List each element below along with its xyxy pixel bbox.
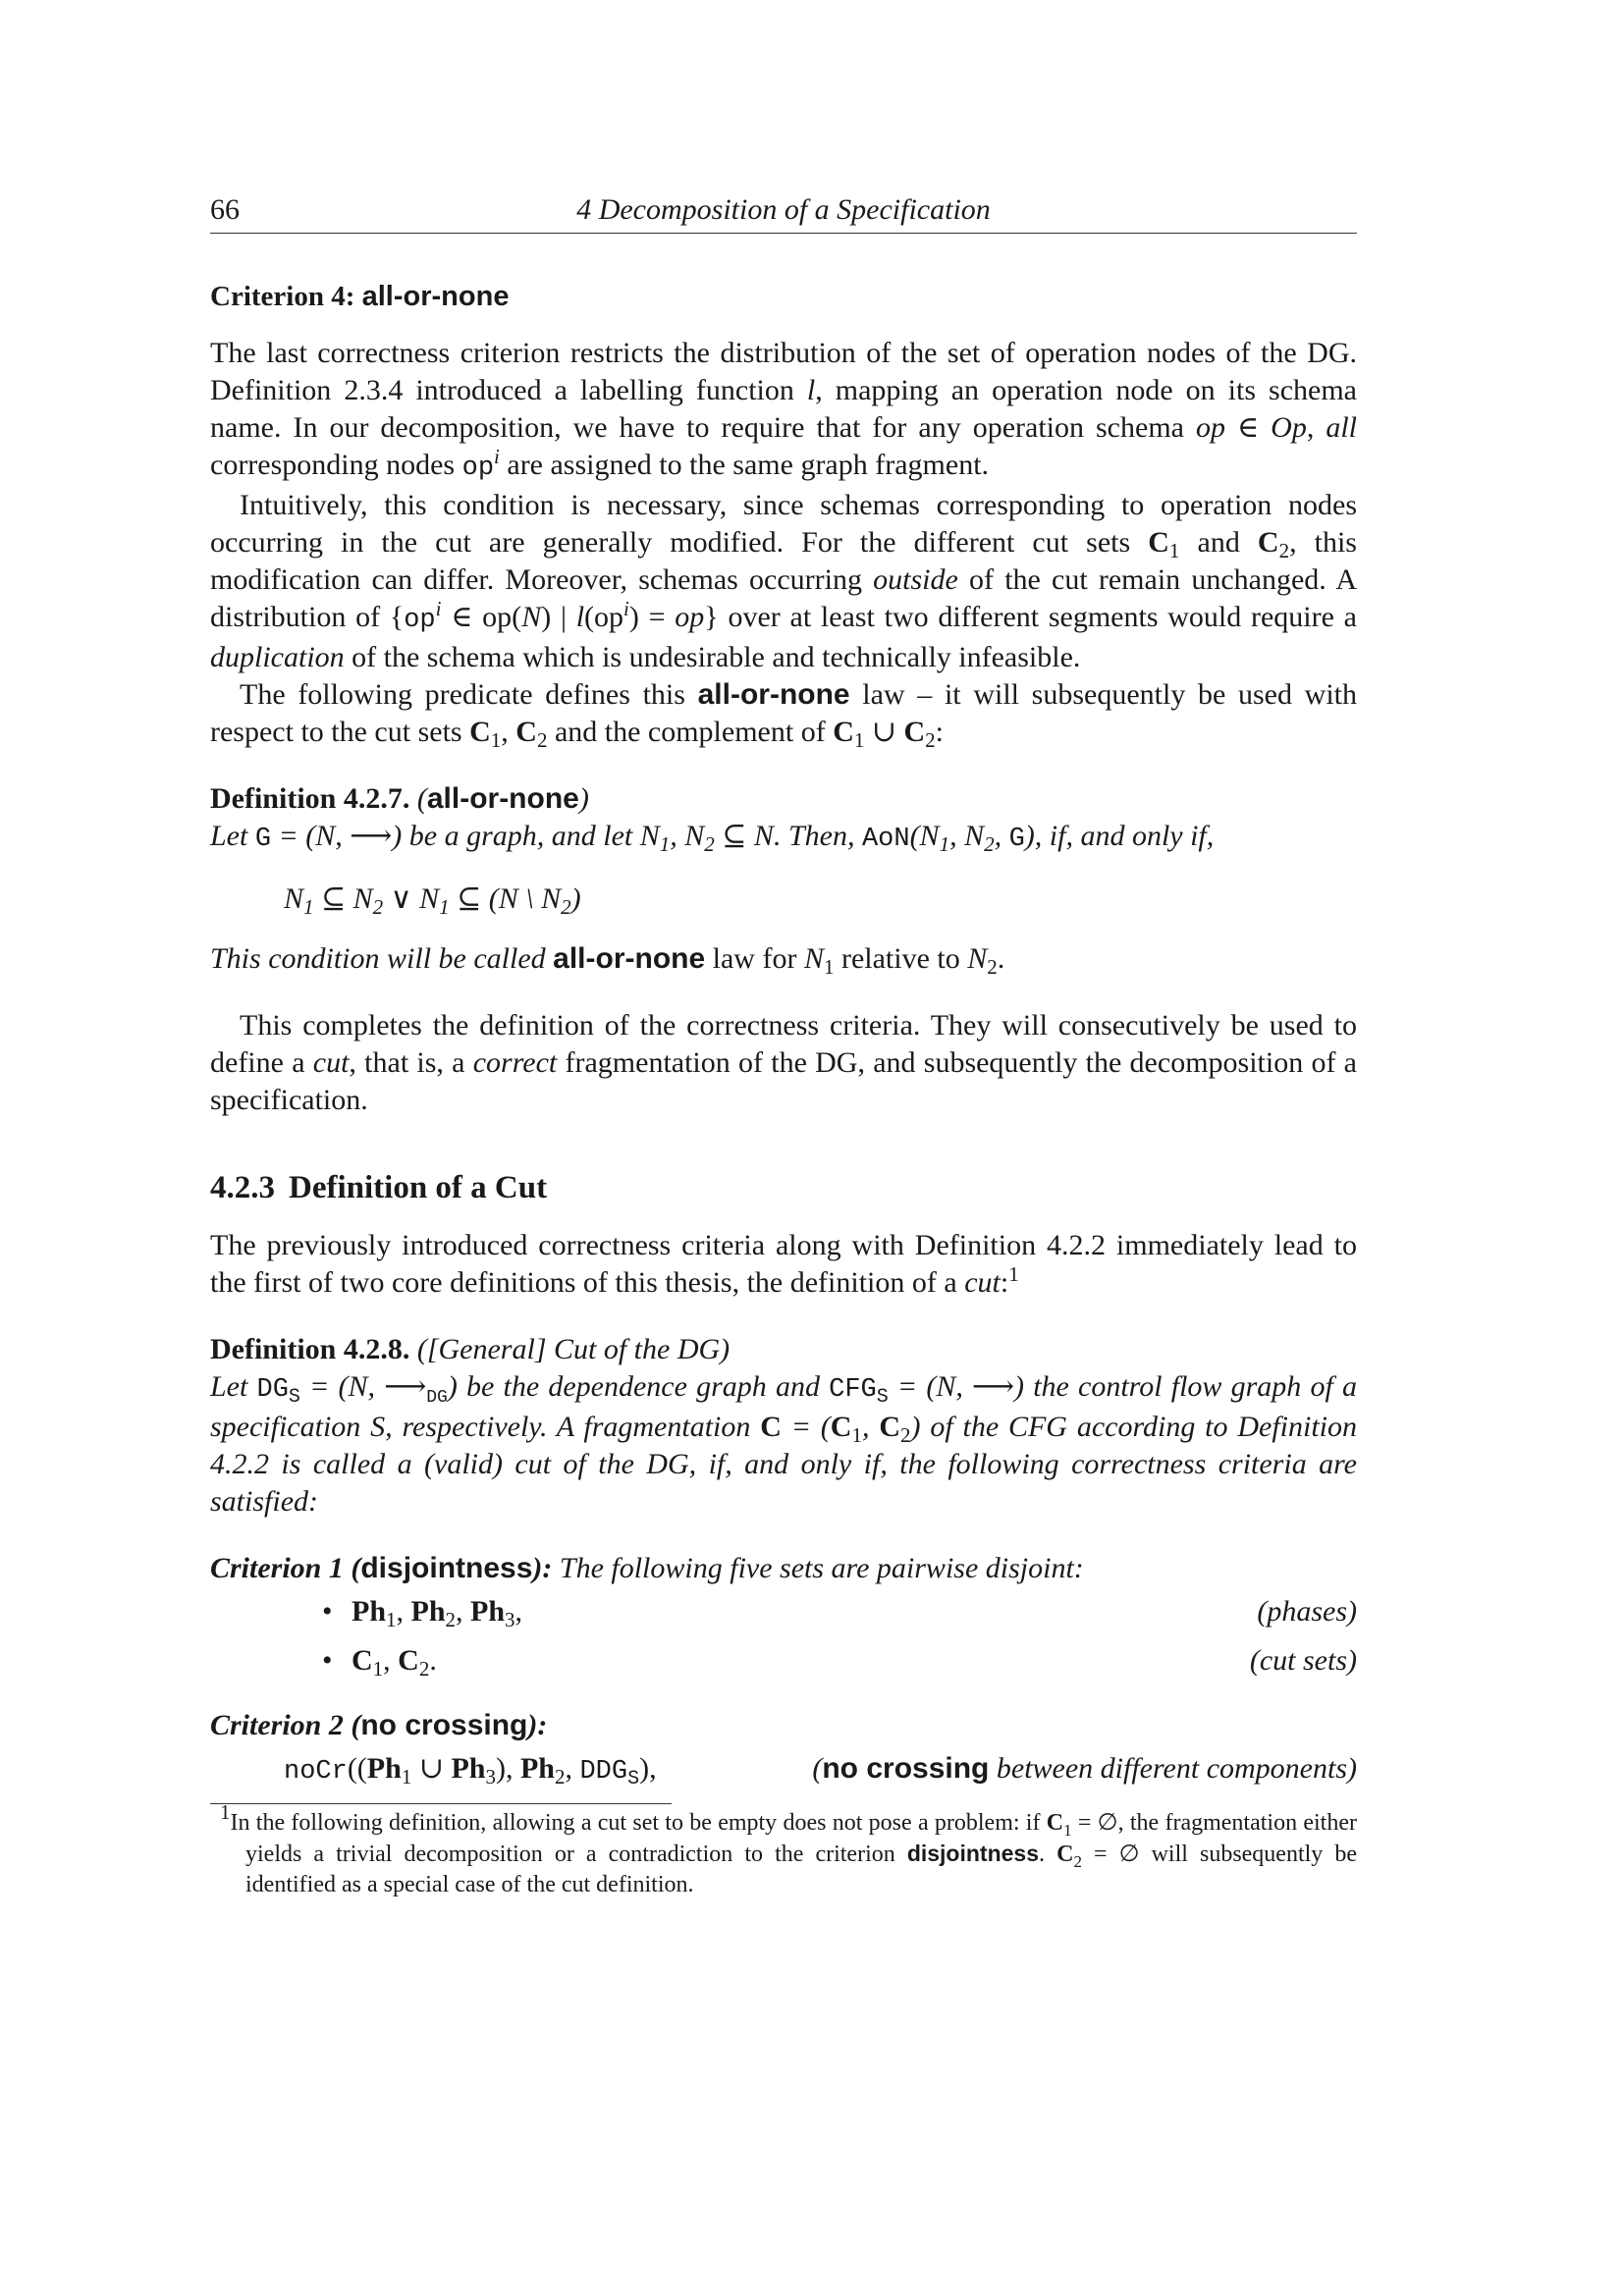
criterion-4-label: Criterion 4: [210,281,355,312]
running-head [210,191,1357,234]
aon-formula: $N_1$ ⊆ $N_2$ ∨ $N_1$ ⊆ (N \ $N_2$) [284,882,581,919]
chapter-title: 4 Decomposition of a Specification [576,193,991,226]
bullet-phases-note: (phases) [1257,1595,1357,1628]
definition-4-2-8-heading: Definition 4.2.8. ([General] Cut of the DG) [210,1333,731,1365]
definition-4-2-8 [210,1331,1357,1521]
footnote-marker: 1 [1008,1262,1019,1286]
paragraph-criterion4-intro: The last correctness criterion restricts the distribution of the set of operation nodes of the DG. Definition 2.3.4 introduced a labelling function l, mapping an operation node on its schema name. In our decomposition, we have to require that for any operation schema op ∈ Op, all corresponding nodes $op^i$ are assigned to the same graph fragment. [210,337,1358,483]
page [210,191,1357,1900]
nocr-formula-row [210,1744,1357,1793]
paragraph-completion: This completes the definition of the correctness criteria. They will consecutively be used to define a cut, that is, a correct fragmentation of the DG, and subsequently the decomposition of a specification. [210,1009,1357,1116]
criterion-4-name: all-or-none [361,281,510,312]
criterion-4-heading [210,281,1357,313]
criterion-1-heading: Criterion 1 (disjointness): The following five sets are pairwise disjoint: [210,1552,1084,1584]
footnote-rule [210,1803,672,1804]
definition-4-2-7-heading: Definition 4.2.7. (all-or-none) [210,782,589,815]
criterion-2-heading: Criterion 2 (no crossing): [210,1709,548,1741]
nocr-note: (no crossing between different components) [812,1752,1357,1785]
paragraph-cut-intro: The previously introduced correctness criteria along with Definition 4.2.2 immediately lead to the first of two core definitions of this thesis, the definition of a cut:$^1$ [210,1229,1357,1299]
bullet-cut-sets-note: (cut sets) [1249,1644,1357,1677]
paragraph-predicate: The following predicate defines this all-or-none law – it will subsequently be used with respect to the cut sets $C_1$, $C_2$ and the complement of $C_1$ ∪ $C_2$: [210,678,1357,752]
definition-4-2-7-after: This condition will be called all-or-none law for $N_1$ relative to $N_2$. [210,942,1005,979]
bullet-phases-body: $Ph_1$, $Ph_2$, $Ph_3$, [352,1595,523,1631]
paragraph-intuition: Intuitively, this condition is necessary, since schemas corresponding to operation nodes occurring in the cut are generally modified. For the different cut sets $C_1$ and $C_2$, this modification can differ. Moreover, schemas occurring outside of the cut remain unchanged. A distribution of {$op^i$ ∈ op(N) | $l(op^i) = op$} over at least two different segments would require a duplication of the schema which is undesirable and technically infeasible. [210,489,1358,673]
definition-4-2-7 [210,780,1357,978]
footnote: $^1$In the following definition, allowing a cut set to be empty does not pose a problem: if $C_1$ = ∅, the fragmentation either yields a trivial decomposition or a contradiction to the criterion disjointness. $C_2$ = ∅ will subsequently be identified as a special case of the cut definition. [220,1800,1358,1897]
definition-4-2-8-body: Let $DG_S = (N$, $⟶_{DG}$) be the dependence graph and $CFG_S = (N$, ⟶) the control flow graph of a specification S, respectively. A fragmentation $C = (C_1$, $C_2$) of the CFG according to Definition 4.2.2 is called a (valid) cut of the DG, if, and only if, the following correctness criteria are satisfied: [210,1370,1358,1518]
section-title: Definition of a Cut [289,1170,548,1205]
bullet-dot: • [322,1644,333,1677]
bullet-phases [210,1587,1357,1636]
nocr-formula: $noCr((Ph_1$ ∪ $Ph_3$), $Ph_2$, $DDG_S$), [284,1752,657,1790]
definition-4-2-7-body: Let G = (N, ⟶) be a graph, and let $N_1$, $N_2$ ⊆ N. Then, $AoN(N_1$, $N_2$, G), if, and only if, [210,820,1215,856]
section-heading [210,1168,1357,1207]
page-number: 66 [210,193,240,226]
bullet-dot: • [322,1595,333,1628]
bullet-cut-sets [210,1636,1357,1685]
section-number: 4.2.3 [210,1170,275,1205]
bullet-cut-sets-body: $C_1$, $C_2$. [352,1644,437,1681]
